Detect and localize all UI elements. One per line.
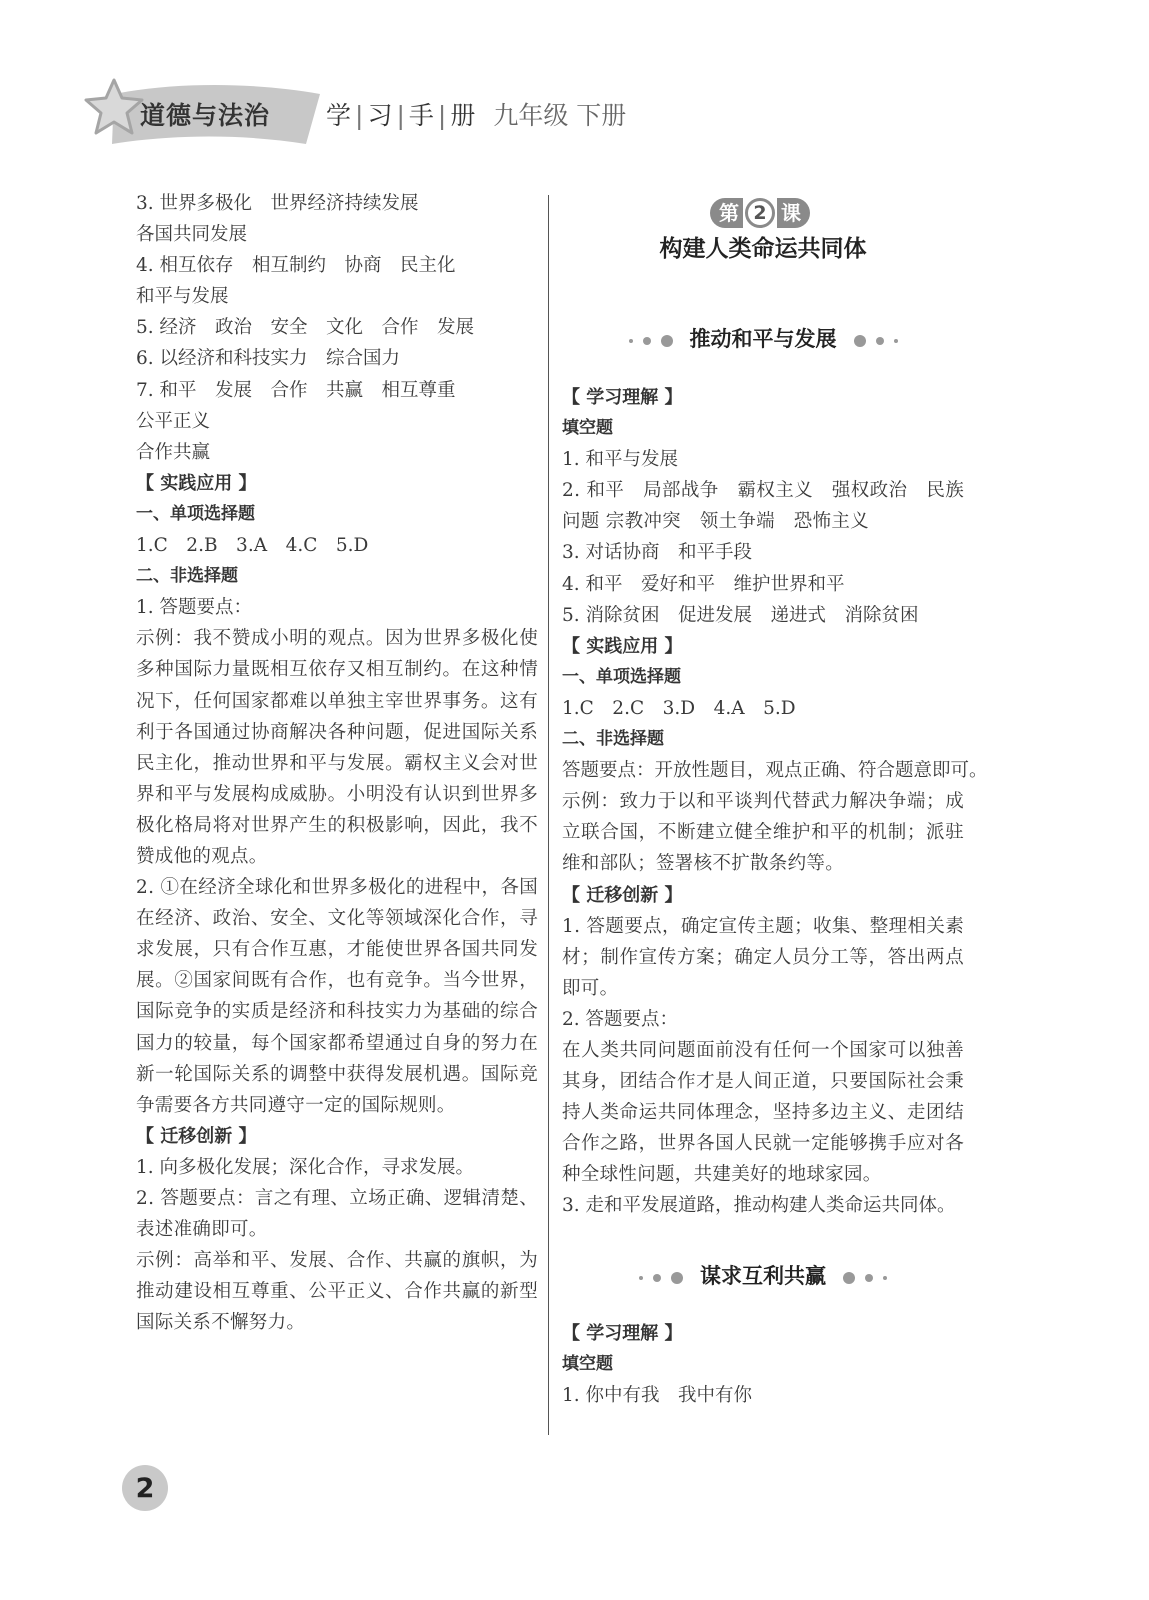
section-heading	[562, 323, 964, 353]
answer-paragraph: 2. 和平 局部战争 霸权主义 强权政治 民族问题 宗教冲突 领土争端 恐怖主义	[562, 480, 964, 533]
answer-line: 1. 向多极化发展；深化合作，寻求发展。	[136, 1156, 475, 1178]
answer-line: 7. 和平 发展 合作 共赢 相互尊重	[136, 379, 456, 401]
answer-paragraph: 2. 答题要点：言之有理、立场正确、逻辑清楚、表述准确即可。	[136, 1188, 538, 1241]
answer-line: 1. 答题要点：	[136, 597, 253, 619]
left-column	[136, 188, 538, 1338]
answer-line: 5. 消除贫困 促进发展 递进式 消除贫困	[562, 604, 919, 626]
grade-label: 九年级 下册	[493, 101, 627, 130]
section-heading-text: 推动和平与发展	[689, 327, 837, 351]
answer-line: 2. 答题要点：	[562, 1008, 679, 1030]
subject-name: 道德与法治	[140, 101, 271, 130]
section-body	[562, 382, 988, 1222]
title-part: 学	[326, 101, 352, 130]
lesson-title: 构建人类命运共同体	[659, 236, 867, 262]
title-part: 手	[408, 101, 434, 130]
dots-left-icon	[624, 328, 678, 352]
section-label: 一、单项选择题	[136, 503, 255, 524]
answer-paragraph: 示例：高举和平、发展、合作、共赢的旗帜，为推动建设相互尊重、公平正义、合作共赢的新型国际关系不懈努力。	[136, 1250, 538, 1334]
lesson-number: 2	[745, 198, 775, 228]
section-heading	[562, 1260, 964, 1290]
answer-paragraph: 在人类共同问题面前没有任何一个国家可以独善其身，团结合作才是人间正道，只要国际社会秉持人类命运共同体理念，坚持多边主义、走团结合作之路，世界各国人民就一定能够携手应对各种全球性问题，共建美好的地球家园。	[562, 1039, 964, 1186]
section-body	[562, 1318, 964, 1411]
section-label: 填空题	[562, 418, 613, 439]
answer-line: 4. 相互依存 相互制约 协商 民主化	[136, 255, 456, 277]
answer-paragraph: 2. ①在经济全球化和世界多极化的进程中，各国在经济、政治、安全、文化等领域深化合作，寻求发展，只有合作互惠，才能使世界各国共同发展。②国家间既有合作，也有竞争。当今世界，国际竞争的实质是经济和科技实力为基础的综合国力的较量，每个国家都希望通过自身的努力在新一轮国际关系的调整中获得发展机遇。国际竞争需要各方共同遵守一定的国际规则。	[136, 877, 538, 1116]
answer-line: 6. 以经济和科技实力 综合国力	[136, 348, 401, 370]
answer-line: 1. 你中有我 我中有你	[562, 1385, 753, 1407]
title-part: 册	[450, 101, 476, 130]
section-label: 填空题	[562, 1354, 613, 1375]
page-number: 2	[122, 1465, 168, 1511]
answer-line: 各国共同发展	[136, 224, 248, 246]
answer-line: 公平正义	[136, 410, 211, 432]
section-label: 二、非选择题	[562, 729, 664, 750]
answer-line: 3. 世界多极化 世界经济持续发展	[136, 193, 419, 214]
book-title: 学 | 习 | 手 | 册 九年级 下册	[326, 101, 627, 130]
answer-line: 合作共赢	[136, 441, 211, 463]
answer-line: 答题要点：开放性题目，观点正确、符合题意即可。	[562, 760, 988, 782]
title-part: 习	[367, 101, 393, 130]
section-label: 【 迁移创新 】	[136, 1125, 257, 1147]
section-label: 一、单项选择题	[562, 666, 681, 687]
section-label: 【 学习理解 】	[562, 1323, 683, 1344]
answer-paragraph: 1. 答题要点，确定宣传主题；收集、整理相关素材；制作宣传方案；确定人员分工等，答出两点即可。	[562, 915, 964, 999]
answer-line: 3. 对话协商 和平手段	[562, 542, 753, 564]
answer-line: 5. 经济 政治 安全 文化 合作 发展	[136, 317, 475, 339]
section-label: 【 实践应用 】	[562, 635, 683, 657]
section-label: 【 学习理解 】	[562, 387, 683, 408]
answer-line: 1.C 2.B 3.A 4.C 5.D	[136, 535, 369, 557]
answer-paragraph: 示例：致力于以和平谈判代替武力解决争端；成立联合国，不断建立健全维护和平的机制；派驻维和部队；签署核不扩散条约等。	[562, 791, 964, 875]
column-divider	[548, 195, 549, 1435]
dots-right-icon	[838, 1265, 892, 1289]
lesson-badge-left: 第	[710, 198, 743, 228]
dots-left-icon	[634, 1265, 688, 1289]
answer-paragraph: 示例：我不赞成小明的观点。因为世界多极化使多种国际力量既相互依存又相互制约。在这种情况下，任何国家都难以单独主宰世界事务。这有利于各国通过协商解决各种问题，促进国际关系民主化，推动世界和平与发展。霸权主义会对世界和平与发展构成威胁。小明没有认识到世界多极化格局将对世界产生的积极影响，因此，我不赞成他的观点。	[136, 628, 538, 867]
answer-line: 4. 和平 爱好和平 维护世界和平	[562, 573, 845, 595]
section-label: 【 实践应用 】	[136, 472, 257, 494]
answer-line: 和平与发展	[136, 286, 229, 308]
section-heading-text: 谋求互利共赢	[700, 1264, 826, 1288]
answer-line: 3. 走和平发展道路，推动构建人类命运共同体。	[562, 1195, 956, 1217]
answer-line: 1.C 2.C 3.D 4.A 5.D	[562, 697, 796, 719]
book-header	[84, 78, 684, 148]
lesson-badge	[708, 196, 812, 230]
dots-right-icon	[849, 328, 903, 352]
section-label: 【 迁移创新 】	[562, 884, 683, 906]
lesson-badge-right: 课	[777, 198, 810, 228]
section-label: 二、非选择题	[136, 566, 238, 587]
answer-line: 1. 和平与发展	[562, 449, 679, 471]
